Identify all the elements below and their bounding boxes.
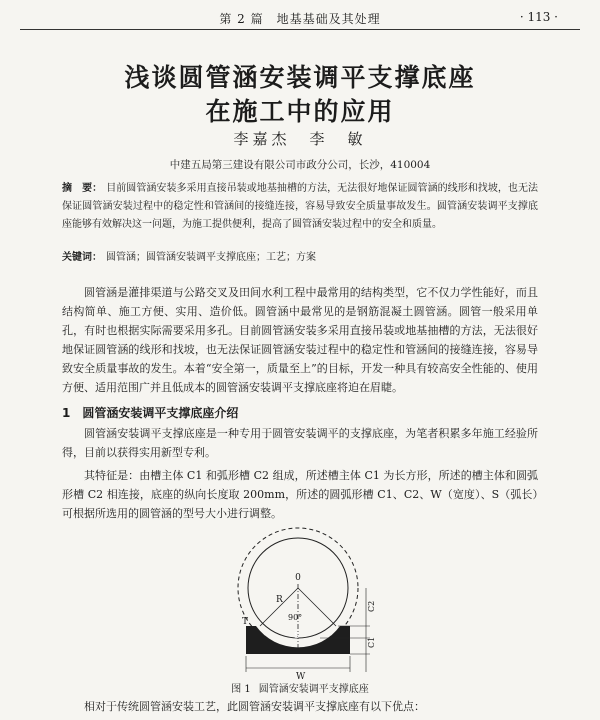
label-s: S: [294, 631, 300, 640]
affiliation: 中建五局第三建设有限公司市政分公司，长沙，410004: [169, 159, 431, 171]
keywords-label: 关键词：: [62, 252, 102, 263]
paragraph-2: 圆管涵安装调平支撑底座是一种专用于圆管安装调平的支撑底座，为笔者积累多年施工经验所得，目前以获得实用新型专利。: [62, 427, 538, 459]
paragraph-3: 其特征是：由槽主体 C1 和弧形槽 C2 组成，所述槽主体 C1 为长方形，所述的槽主体和圆弧形槽 C2 相连接，底座的纵向长度取 200mm，所述的圆弧形槽 C1、C2、W（宽度）、S（弧长）可根据所选用的圆管涵的型号大小进行调整。: [62, 469, 538, 520]
abstract: [62, 180, 538, 234]
figure-number: 图 1: [231, 684, 251, 695]
page-header: [30, 6, 570, 30]
section-heading: [62, 404, 238, 421]
paragraph-4: 相对于传统圆管涵安装工艺，此圆管涵安装调平支撑底座有以下优点：: [84, 700, 425, 713]
label-w: W: [296, 672, 306, 682]
authors: 李嘉杰 李 敏: [233, 130, 367, 148]
label-angle: 90°: [288, 613, 303, 622]
keywords: [62, 250, 538, 266]
section-title: 圆管涵安装调平支撑底座介绍: [82, 406, 239, 420]
label-c2: C2: [367, 600, 376, 612]
label-o: 0: [295, 573, 301, 583]
abstract-label: 摘 要：: [62, 183, 103, 194]
keywords-text: 圆管涵；圆管涵安装调平支撑底座；工艺；方案: [106, 252, 316, 263]
figure-diagram: [220, 522, 400, 682]
label-r: R: [276, 595, 283, 605]
title-line-2: 在施工中的应用: [205, 97, 395, 126]
abstract-text: 目前圆管涵安装多采用直接吊装或地基抽槽的方法，无法很好地保证圆管涵的线形和找坡，也无法保证圆管涵安装过程中的稳定性和管涵间的接缝连接，容易导致安全质量事故发生。圆管涵安装调平支撑底座能够有效解决这一问题，为施工提供便利，提高了圆管涵安装过程中的安全和质量。: [62, 183, 539, 230]
radius-line-right: [298, 588, 336, 626]
header-rule: [20, 29, 580, 30]
section-number: 1: [62, 406, 71, 420]
title-line-1: 浅谈圆管涵安装调平支撑底座: [124, 63, 476, 92]
header-page-number: · 113 ·: [519, 10, 558, 24]
figure-caption: [0, 680, 600, 695]
label-c1: C1: [367, 636, 376, 648]
label-t: T: [242, 617, 249, 627]
figure-caption-text: 圆管涵安装调平支撑底座: [258, 684, 369, 695]
intro-paragraph: 圆管涵是灌排渠道与公路交叉及田间水利工程中最常用的结构类型，它不仅力学性能好，而且结构简单、施工方便、实用、造价低。圆管涵中最常见的是钢筋混凝土圆管涵。圆管一般采用单孔，有时也根据实际需要采用多孔。目前圆管涵安装多采用直接吊装或地基抽槽的方法，无法很好地保证圆管涵的线形和找坡，也无法保证圆管涵安装过程中的稳定性和管涵间的接缝连接，容易导致安全质量事故的发生。本着“安全第一，质量至上”的目标，开发一种具有较高安全性能的、使用方便、适用范围广并且低成本的圆管涵安装调平支撑底座将迫在眉睫。: [62, 286, 538, 394]
header-section: 第 2 篇 地基基础及其处理: [219, 12, 381, 26]
